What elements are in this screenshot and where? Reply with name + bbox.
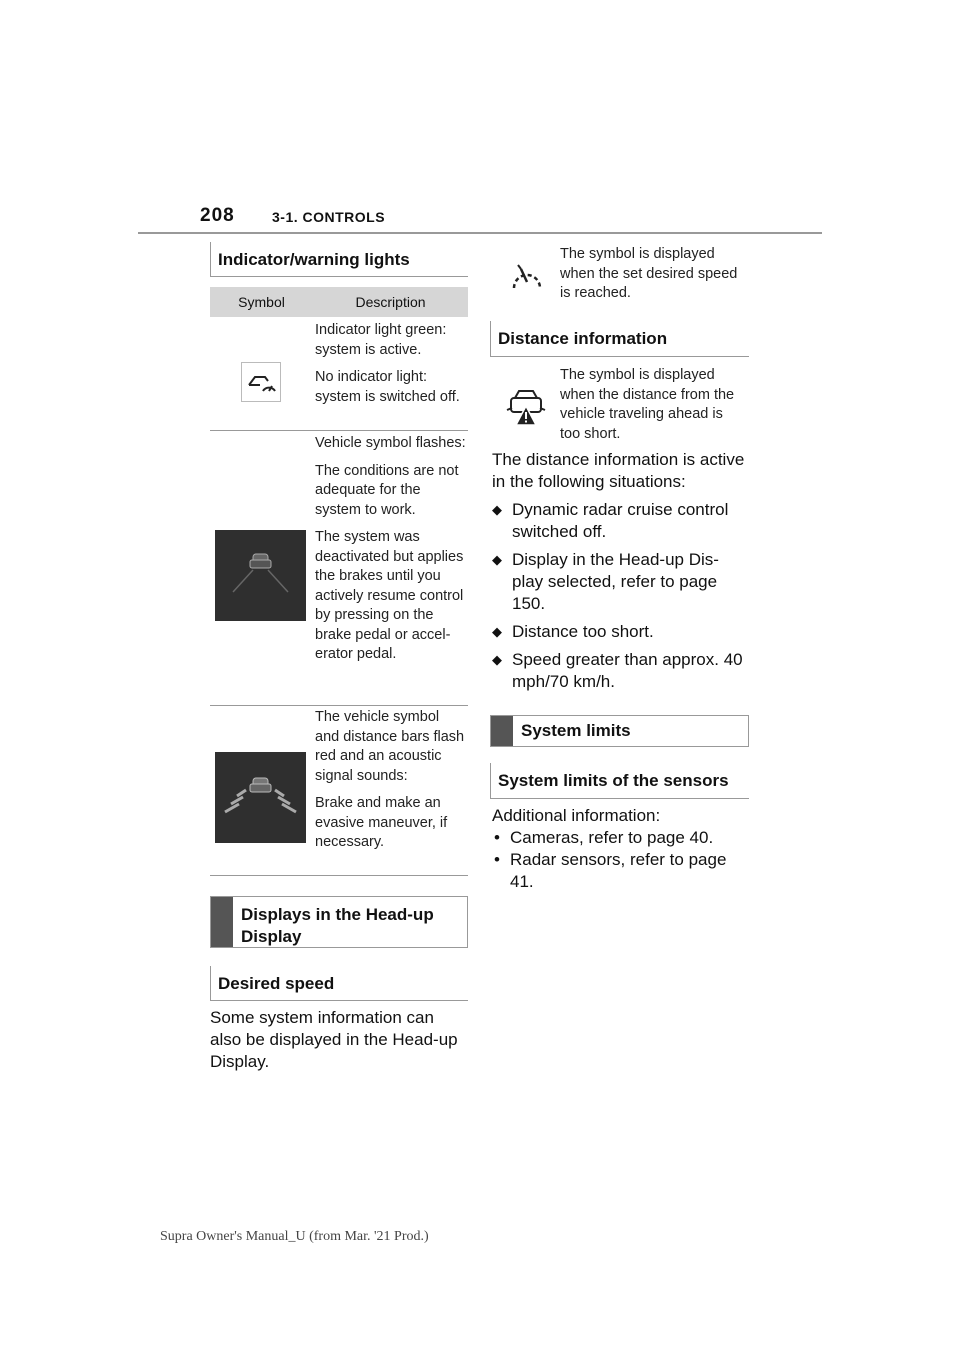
page-number: 208 bbox=[200, 205, 235, 226]
additional-info: Additional information: bbox=[492, 806, 661, 825]
distance-warning-icon bbox=[505, 388, 547, 428]
vehicle-distance-bars-image bbox=[215, 752, 306, 843]
situations-list bbox=[492, 499, 747, 699]
hud-heading bbox=[210, 896, 468, 948]
row2-p1: Vehicle symbol flashes: bbox=[315, 435, 466, 451]
distance-desc: The symbol is displayed when the distance from the vehicle traveling ahead is too short. bbox=[560, 367, 735, 442]
vehicle-symbol-image bbox=[215, 530, 306, 621]
desired-speed-icon bbox=[510, 260, 544, 294]
footer-text: Supra Owner's Manual_U (from Mar. '21 Prod.) bbox=[160, 1229, 429, 1244]
row1-desc bbox=[315, 321, 467, 415]
distance-heading-text: Distance information bbox=[498, 329, 668, 348]
sensor-limits-heading-text: System limits of the sensors bbox=[498, 771, 729, 790]
distance-intro: The distance information is active in the following situations: bbox=[492, 450, 745, 491]
desired-speed-heading-text: Desired speed bbox=[218, 974, 335, 993]
hud-heading-text bbox=[233, 897, 442, 947]
col-symbol: Symbol bbox=[238, 294, 285, 310]
system-limits-heading bbox=[490, 715, 749, 747]
indicator-heading-text: Indicator/warning lights bbox=[218, 250, 410, 269]
row3-p2: Brake and make an evasive maneuver, if necessary. bbox=[315, 795, 448, 850]
cruise-control-icon bbox=[241, 362, 281, 402]
header-rule bbox=[138, 232, 822, 234]
ref-item: • Radar sensors, refer to page 41. bbox=[492, 849, 747, 893]
heading-bar bbox=[491, 716, 513, 746]
row2-desc bbox=[315, 434, 467, 673]
row1-p2: No indicator light: system is switched off. bbox=[315, 369, 460, 405]
system-limits-heading-text: System limits bbox=[521, 721, 631, 740]
row-divider bbox=[210, 705, 468, 706]
refs-list bbox=[492, 827, 747, 893]
row2-p2: The conditions are not adequate for the system to work. bbox=[315, 462, 459, 518]
col-description: Description bbox=[355, 294, 426, 310]
desired-speed-body: Some system information can also be displayed in the Head-up Display. bbox=[210, 1008, 458, 1071]
indicator-heading bbox=[210, 242, 468, 277]
situation-item: ◆ Display in the Head-up Dis-play selected, refer to page 150. bbox=[492, 549, 747, 615]
desired-speed-heading bbox=[210, 966, 468, 1001]
row-divider bbox=[210, 430, 468, 431]
heading-bar bbox=[211, 897, 233, 947]
situation-item: ◆ Speed greater than approx. 40 mph/70 km/h. bbox=[492, 649, 747, 693]
table-bottom-rule bbox=[210, 875, 468, 876]
row2-p3: The system was deactivated but applies the brakes until you actively resume control by pressing on the brake pedal or accel-erator pedal. bbox=[315, 529, 464, 662]
hud-heading-line1: Displays in the Head-up bbox=[241, 905, 434, 924]
row1-p1: Indicator light green: system is active. bbox=[315, 322, 447, 358]
row3-desc bbox=[315, 708, 467, 861]
distance-heading bbox=[490, 321, 749, 357]
ref-item: • Cameras, refer to page 40. bbox=[492, 827, 747, 849]
desired-speed-desc: The symbol is displayed when the set desired speed is reached. bbox=[560, 246, 738, 301]
hud-heading-line2: Display bbox=[241, 927, 302, 946]
situation-item: ◆ Dynamic radar cruise control switched off. bbox=[492, 499, 747, 543]
row3-p1: The vehicle symbol and distance bars flash red and an acoustic signal sounds: bbox=[315, 709, 465, 784]
sensor-limits-heading bbox=[490, 763, 749, 799]
chapter-title: 3-1. CONTROLS bbox=[272, 209, 386, 225]
situation-item: ◆ Distance too short. bbox=[492, 621, 747, 643]
table-header bbox=[210, 287, 468, 317]
